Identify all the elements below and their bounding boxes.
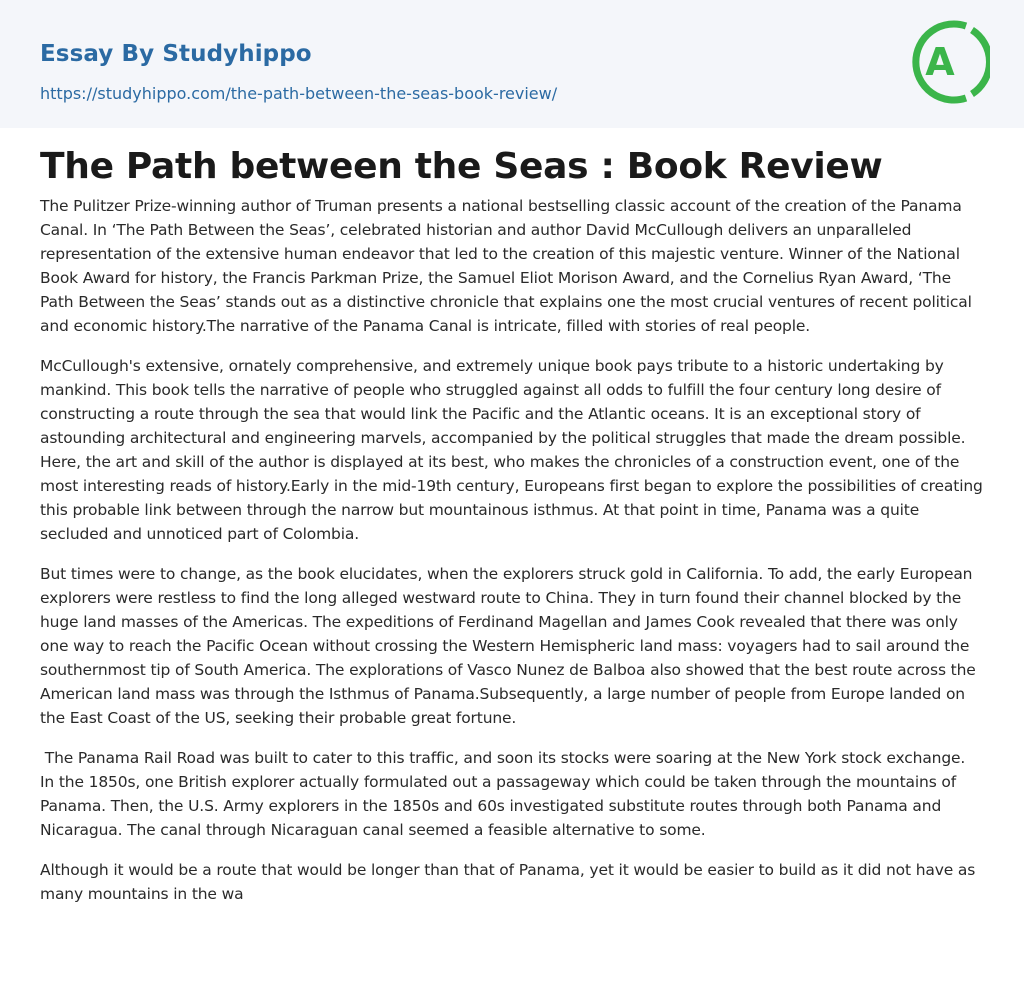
article-paragraph: McCullough's extensive, ornately comprehensive, and extremely unique book pays tribute to a historic undertaking by mankind. This book tells the narrative of people who struggled against all odds to fulfill the four century long desire of constructing a route through the sea that would link the Pacific and the Atlantic oceans. It is an exceptional story of astounding architectural and engineering marvels, accompanied by the political struggles that made the dream possible. Here, the art and skill of the author is displayed at its best, who makes the chronicles of a construction event, one of the most interesting reads of history.Early in the mid-19th century, Europeans first began to explore the possibilities of creating this probable link between through the narrow but mountainous isthmus. At that point in time, Panama was a quite secluded and unnoticed part of Colombia. (40, 357, 988, 543)
page-url-link[interactable]: https://studyhippo.com/the-path-between-the-seas-book-review/ (40, 84, 558, 103)
article-paragraph: Although it would be a route that would be longer than that of Panama, yet it would be easier to build as it did not have as many mountains in the wa (40, 861, 980, 903)
article-paragraph: But times were to change, as the book elucidates, when the explorers struck gold in California. To add, the early European explorers were restless to find the long alleged westward route to China. They in turn found their channel blocked by the huge land masses of the Americas. The expeditions of Ferdinand Magellan and James Cook revealed that there was only one way to reach the Pacific Ocean without crossing the Western Hemispheric land mass: voyagers had to sail around the southernmost tip of South America. The explorations of Vasco Nunez de Balboa also showed that the best route across the American land mass was through the Isthmus of Panama.Subsequently, a large number of people from Europe landed on the East Coast of the US, seeking their probable great fortune. (40, 565, 981, 727)
site-brand[interactable]: Essay By Studyhippo (40, 41, 312, 67)
article-paragraph: The Pulitzer Prize-winning author of Truman presents a national bestselling classic account of the creation of the Panama Canal. In ‘The Path Between the Seas’, celebrated historian and author David McCullough delivers an unparalleled representation of the extensive human endeavor that led to the creation of this majestic venture. Winner of the National Book Award for history, the Francis Parkman Prize, the Samuel Eliot Morison Award, and the Cornelius Ryan Award, ‘The Path Between the Seas’ stands out as a distinctive chronicle that explains one the most crucial ventures of recent political and economic history.The narrative of the Panama Canal is intricate, filled with stories of real people. (40, 197, 977, 335)
site-header (0, 0, 1024, 128)
logo-letter: A (925, 40, 955, 84)
article-body (40, 194, 988, 922)
article-title: The Path between the Seas : Book Review (40, 146, 883, 187)
article-paragraph: The Panama Rail Road was built to cater to this traffic, and soon its stocks were soaring at the New York stock exchange. In the 1850s, one British explorer actually formulated out a passageway which could be taken through the mountains of Panama. Then, the U.S. Army explorers in the 1850s and 60s investigated substitute routes through both Panama and Nicaragua. The canal through Nicaraguan canal seemed a feasible alternative to some. (40, 749, 970, 839)
studyhippo-logo-icon[interactable] (906, 18, 990, 106)
